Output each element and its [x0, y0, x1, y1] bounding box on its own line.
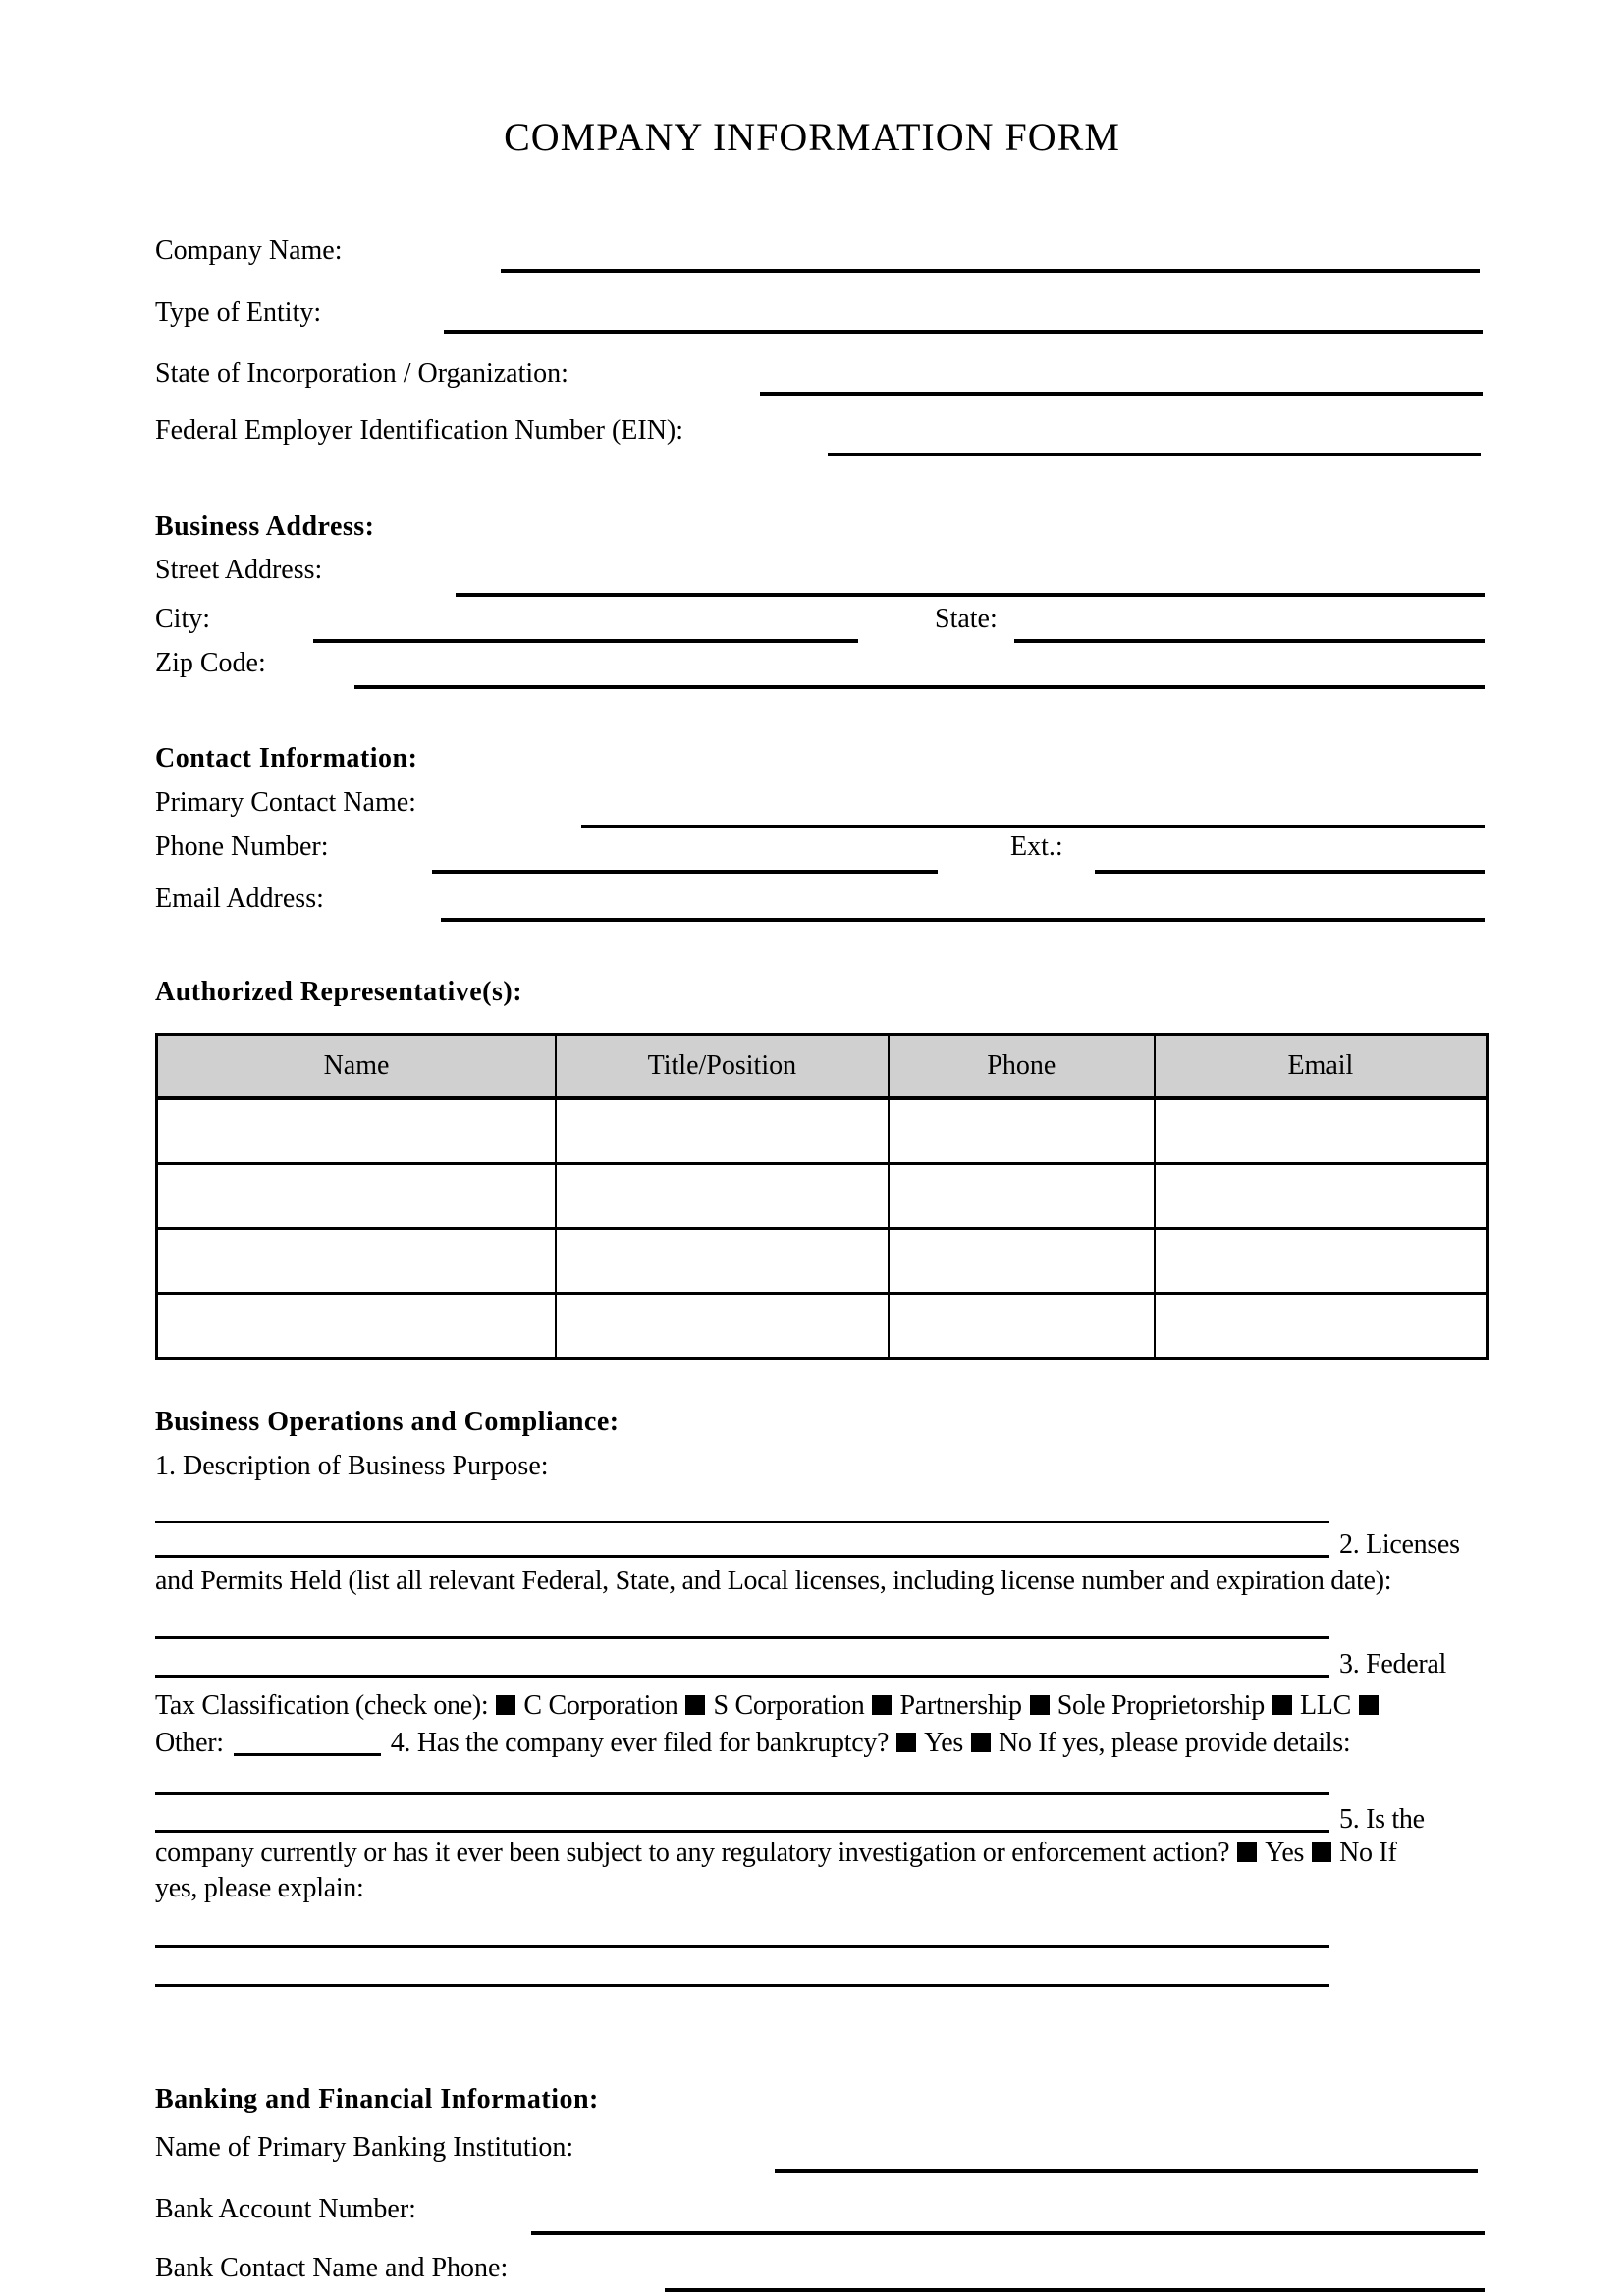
representatives-table-body [157, 1098, 1488, 1359]
bankruptcy-yes-label: Yes [924, 1728, 963, 1758]
checkbox-regulatory-yes[interactable] [1237, 1842, 1257, 1862]
phone-number-label: Phone Number: [155, 831, 329, 862]
street-address-input-line[interactable] [456, 593, 1485, 597]
column-header-title-position: Title/Position [556, 1035, 889, 1099]
regulatory-explain-write-line[interactable] [155, 1984, 1329, 1987]
business-purpose-write-line[interactable] [155, 1521, 1329, 1523]
banking-institution-input-line[interactable] [775, 2169, 1478, 2173]
city-label: City: [155, 604, 211, 634]
checkbox-regulatory-no[interactable] [1312, 1842, 1331, 1862]
other-and-bankruptcy-line [155, 1728, 1490, 1759]
email-address-input-line[interactable] [441, 918, 1485, 922]
licenses-line-2 [155, 1649, 1490, 1681]
other-label: Other: [155, 1728, 224, 1758]
representative-cell-email[interactable] [1155, 1164, 1488, 1229]
state-of-incorporation-label: State of Incorporation / Organization: [155, 358, 568, 389]
phone-number-input-line[interactable] [432, 870, 938, 874]
zip-code-input-line[interactable] [354, 685, 1485, 689]
checkbox-sole-proprietorship[interactable] [1030, 1695, 1050, 1715]
bank-contact-label: Bank Contact Name and Phone: [155, 2253, 509, 2283]
checkbox-s-corporation[interactable] [685, 1695, 705, 1715]
representatives-table [155, 1033, 1489, 1360]
checkbox-bankruptcy-yes[interactable] [896, 1733, 916, 1752]
company-name-input-line[interactable] [501, 269, 1480, 273]
representative-cell-phone[interactable] [889, 1294, 1155, 1359]
licenses-write-line[interactable] [155, 1675, 1329, 1678]
column-header-email: Email [1155, 1035, 1488, 1099]
representative-cell-email[interactable] [1155, 1294, 1488, 1359]
regulatory-question-lead: 5. Is the [1339, 1804, 1425, 1835]
ein-input-line[interactable] [828, 453, 1481, 456]
company-name-label: Company Name: [155, 236, 343, 266]
representative-cell-name[interactable] [157, 1098, 557, 1164]
bank-account-number-input-line[interactable] [531, 2231, 1485, 2235]
checkbox-bankruptcy-no[interactable] [971, 1733, 991, 1752]
representative-cell-phone[interactable] [889, 1164, 1155, 1229]
state-label: State: [935, 604, 998, 634]
bankruptcy-details-line-1 [155, 1767, 1490, 1798]
banking-information-header: Banking and Financial Information: [155, 2084, 599, 2114]
representative-row [157, 1164, 1488, 1229]
representative-cell-phone[interactable] [889, 1098, 1155, 1164]
form-title: COMPANY INFORMATION FORM [504, 115, 1120, 159]
bankruptcy-details-write-line[interactable] [155, 1830, 1329, 1833]
business-operations-header: Business Operations and Compliance: [155, 1407, 620, 1437]
tax-classification-label: Tax Classification (check one): [155, 1690, 489, 1721]
representative-cell-title-position[interactable] [556, 1294, 889, 1359]
ext-label: Ext.: [1010, 831, 1063, 862]
regulatory-no-label: No If [1339, 1838, 1397, 1868]
licenses-question-lead: 2. Licenses [1339, 1529, 1460, 1560]
representative-cell-name[interactable] [157, 1229, 557, 1294]
representative-cell-email[interactable] [1155, 1229, 1488, 1294]
regulatory-explain-write-line[interactable] [155, 1945, 1329, 1948]
representative-cell-name[interactable] [157, 1294, 557, 1359]
authorized-representatives-header: Authorized Representative(s): [155, 977, 523, 1007]
contact-information-header: Contact Information: [155, 743, 418, 774]
licenses-question-text: and Permits Held (list all relevant Federal, State, and Local licenses, including license number and expiration date): [155, 1566, 1392, 1596]
bankruptcy-details-line-2 [155, 1804, 1490, 1836]
checkbox-partnership[interactable] [872, 1695, 892, 1715]
zip-code-label: Zip Code: [155, 648, 266, 678]
city-input-line[interactable] [313, 639, 858, 643]
business-address-header: Business Address: [155, 511, 375, 542]
regulatory-question: company currently or has it ever been subject to any regulatory investigation or enforcement action? [155, 1838, 1230, 1868]
bank-contact-input-line[interactable] [665, 2288, 1485, 2292]
representative-row [157, 1098, 1488, 1164]
business-purpose-line-1 [155, 1495, 1490, 1526]
bank-account-number-label: Bank Account Number: [155, 2194, 416, 2224]
type-of-entity-input-line[interactable] [444, 330, 1483, 334]
option-partnership: Partnership [899, 1690, 1022, 1721]
ext-input-line[interactable] [1095, 870, 1485, 874]
representative-cell-phone[interactable] [889, 1229, 1155, 1294]
representative-row [157, 1294, 1488, 1359]
regulatory-explain-line-1 [155, 1919, 1490, 1950]
regulatory-question-line [155, 1838, 1490, 1869]
licenses-write-line[interactable] [155, 1636, 1329, 1639]
column-header-phone: Phone [889, 1035, 1155, 1099]
primary-contact-name-input-line[interactable] [581, 825, 1485, 828]
column-header-name: Name [157, 1035, 557, 1099]
option-s-corporation: S Corporation [713, 1690, 865, 1721]
state-input-line[interactable] [1014, 639, 1485, 643]
bankruptcy-no-label: No If yes, please provide details: [999, 1728, 1351, 1758]
checkbox-llc[interactable] [1272, 1695, 1292, 1715]
business-purpose-line-2 [155, 1529, 1490, 1561]
bankruptcy-details-write-line[interactable] [155, 1792, 1329, 1795]
representative-cell-title-position[interactable] [556, 1164, 889, 1229]
other-write-line[interactable] [234, 1753, 381, 1756]
business-purpose-write-line[interactable] [155, 1555, 1329, 1558]
representative-cell-title-position[interactable] [556, 1229, 889, 1294]
regulatory-explain-label: yes, please explain: [155, 1873, 364, 1903]
option-llc: LLC [1300, 1690, 1351, 1721]
bankruptcy-question: 4. Has the company ever filed for bankruptcy? [390, 1728, 890, 1758]
option-sole-proprietorship: Sole Proprietorship [1056, 1690, 1265, 1721]
regulatory-yes-label: Yes [1265, 1838, 1305, 1868]
primary-contact-name-label: Primary Contact Name: [155, 787, 416, 818]
business-purpose-question: 1. Description of Business Purpose: [155, 1451, 549, 1481]
licenses-line-1 [155, 1611, 1490, 1642]
type-of-entity-label: Type of Entity: [155, 297, 322, 328]
representatives-table-header-row [157, 1035, 1488, 1099]
checkbox-other[interactable] [1359, 1695, 1379, 1715]
representative-row [157, 1229, 1488, 1294]
option-c-corporation: C Corporation [523, 1690, 678, 1721]
tax-classification-line [155, 1690, 1490, 1722]
banking-institution-label: Name of Primary Banking Institution: [155, 2132, 574, 2163]
representative-cell-name[interactable] [157, 1164, 557, 1229]
representative-cell-email[interactable] [1155, 1098, 1488, 1164]
representative-cell-title-position[interactable] [556, 1098, 889, 1164]
ein-label: Federal Employer Identification Number (EIN): [155, 415, 684, 446]
state-of-incorporation-input-line[interactable] [760, 392, 1483, 396]
checkbox-c-corporation[interactable] [496, 1695, 515, 1715]
street-address-label: Street Address: [155, 555, 323, 585]
regulatory-explain-line-2 [155, 1958, 1490, 1990]
email-address-label: Email Address: [155, 883, 324, 914]
federal-tax-question-lead: 3. Federal [1339, 1649, 1446, 1680]
